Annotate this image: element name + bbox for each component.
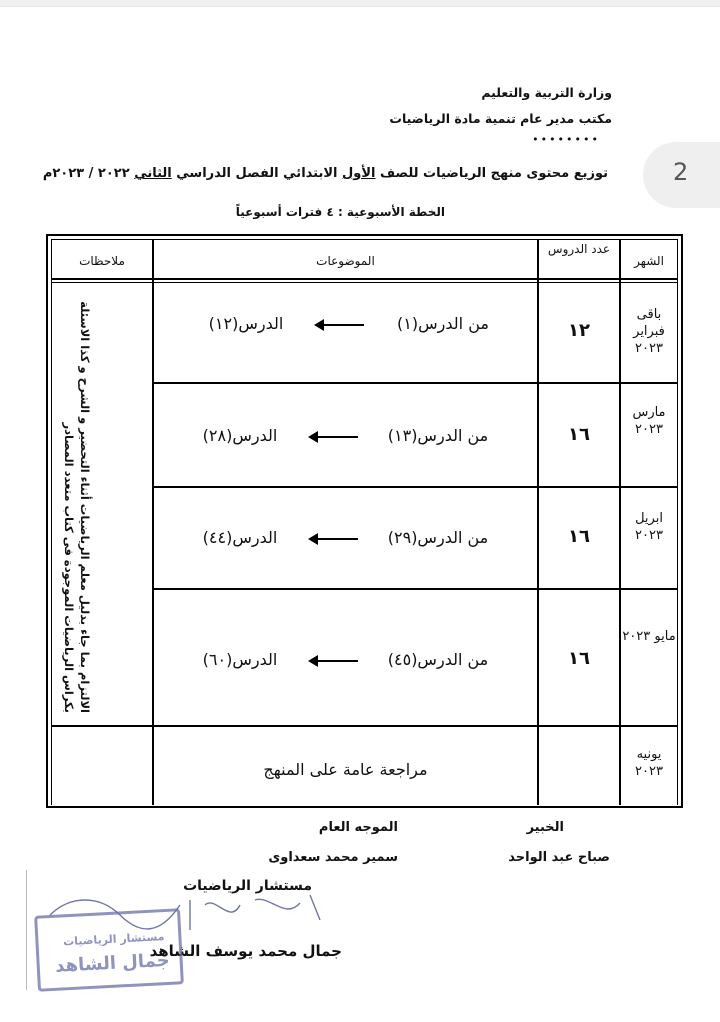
row4-arrow (310, 660, 358, 662)
expert-name: صباح عبد الواحد (508, 850, 610, 865)
title-part1: توزيع محتوى منهج الرياضيات للصف (375, 166, 608, 181)
row3-arrow (310, 538, 358, 540)
title-part2: الابتدائي الفصل الدراسي (171, 166, 343, 181)
row3-count: ١٦ (568, 526, 590, 547)
left-edge-line (26, 870, 27, 990)
title-part3: ٢٠٢٢ / ٢٠٢٣م (42, 166, 135, 181)
notes-text: الالتزام بما جاء بدليل معلم الرياضيات أثناء التحضير و الشرح و كذا الاسئلة بكراس الرياضيات الموجودة فى كتاب متعدد المصادر (62, 301, 92, 713)
weekly-plan: الخطة الأسبوعية : ٤ فترات أسبوعياً (235, 205, 445, 219)
stamp-line2: جمال الشاهد (54, 949, 171, 977)
notes-cell (52, 292, 104, 712)
row4-from: من الدرس(٤٥) (387, 650, 489, 669)
row3-month: ابريل ٢٠٢٣ (635, 511, 663, 543)
row3-from: من الدرس(٢٩) (387, 528, 489, 547)
row2-count: ١٦ (568, 424, 590, 445)
row4-count: ١٦ (568, 648, 590, 669)
top-bar (0, 0, 720, 7)
row5-month: يونيه ٢٠٢٣ (635, 747, 663, 779)
advisor-name: جمال محمد يوسف الشاهد (149, 942, 342, 960)
row5-review: مراجعة عامة على المنهج (263, 760, 428, 779)
row2-from: من الدرس(١٣) (387, 426, 489, 445)
page-number-badge (643, 142, 720, 208)
supervisor-title: الموجه العام (318, 820, 398, 835)
curriculum-table (46, 234, 683, 808)
advisor-title: مستشار الرياضيات (183, 878, 312, 894)
header-dots: •••••••• (532, 133, 600, 146)
row2-month: مارس ٢٠٢٣ (632, 405, 666, 437)
row1-month: باقى فبراير ٢٠٢٣ (633, 307, 665, 356)
row1-to: الدرس(١٢) (208, 314, 284, 333)
row1-from: من الدرس(١) (397, 314, 489, 333)
header-topics: الموضوعات (316, 254, 375, 268)
header-notes: ملاحظات (79, 254, 125, 268)
title-second: الثاني (134, 166, 172, 181)
document-title (43, 166, 608, 181)
row2-arrow (310, 436, 358, 438)
stamp-line1: مستشار الرياضيات (62, 930, 165, 949)
row1-arrow (316, 324, 364, 326)
row4-to: الدرس(٦٠) (202, 650, 278, 669)
expert-title: الخبير (526, 820, 564, 835)
supervisor-name: سمير محمد سعداوى (268, 850, 398, 865)
office-name: مكتب مدير عام تنمية مادة الرياضيات (389, 111, 612, 126)
row2-to: الدرس(٢٨) (202, 426, 278, 445)
page-number: 2 (673, 158, 689, 186)
row4-month: مايو ٢٠٢٣ (622, 629, 676, 644)
title-first: الأول (342, 166, 376, 181)
header-month: الشهر (634, 254, 664, 268)
official-stamp (34, 908, 184, 992)
row1-count: ١٢ (568, 320, 590, 341)
header-lesson-count: عدد الدروس (547, 242, 611, 256)
ministry-name: وزارة التربية والتعليم (481, 85, 612, 100)
row3-to: الدرس(٤٤) (202, 528, 278, 547)
